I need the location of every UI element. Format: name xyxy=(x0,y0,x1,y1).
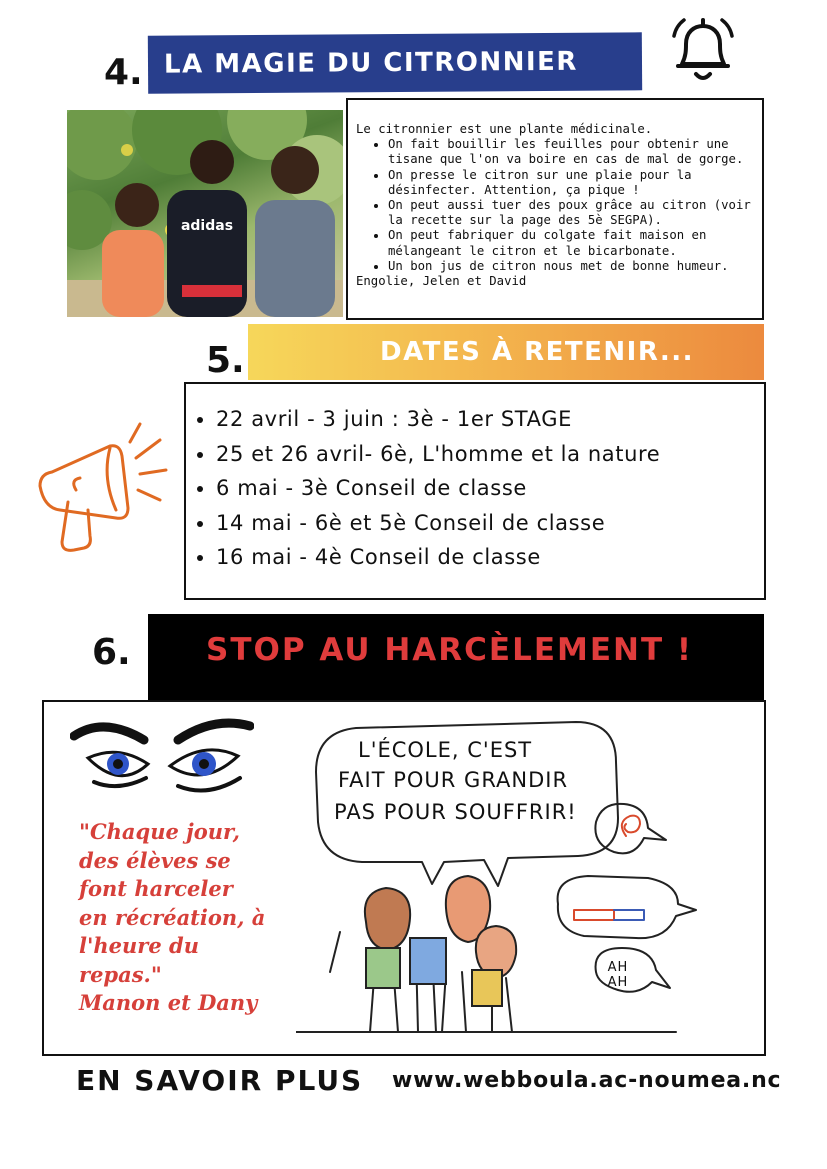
small-bubble-text: AH AH xyxy=(607,960,629,990)
section-6-number: 6. xyxy=(92,632,131,673)
list-item: • On peut fabriquer du colgate fait maison en mélangeant le citron et le bicarbonate. xyxy=(388,228,756,258)
section-4-text-box xyxy=(346,98,764,320)
quote-line: font harceler xyxy=(79,876,233,901)
list-item: • 6 mai - 3è Conseil de classe xyxy=(216,471,764,506)
bubble-line-1: L'ÉCOLE, C'EST xyxy=(358,738,533,762)
footer-url-link[interactable]: www.webboula.ac-noumea.nc xyxy=(392,1068,782,1093)
quote-line: "Chaque jour, xyxy=(79,819,240,844)
quote-line: Manon et Dany xyxy=(79,990,258,1015)
bubble-line-2: FAIT POUR GRANDIR xyxy=(338,768,569,792)
list-item: • 22 avril - 3 juin : 3è - 1er STAGE xyxy=(216,402,764,437)
dates-list xyxy=(190,402,764,575)
bubble-line-3: PAS POUR SOUFFRIR! xyxy=(334,800,577,824)
list-item: • On presse le citron sur une plaie pour la désinfecter. Attention, ça pique ! xyxy=(388,168,756,198)
quote-line: en récréation, à xyxy=(79,904,266,930)
dates-box xyxy=(184,382,766,600)
list-item: • Un bon jus de citron nous met de bonne humeur. xyxy=(388,259,756,274)
list-item: • On peut aussi tuer des poux grâce au citron (voir la recette sur la page des 5è SEGPA). xyxy=(388,198,756,228)
quote-line: repas." xyxy=(79,961,162,987)
list-item: • 14 mai - 6è et 5è Conseil de classe xyxy=(216,506,764,541)
photo-lemon-tree xyxy=(67,110,343,317)
section-4-bullets xyxy=(356,137,756,274)
harassment-quote xyxy=(79,818,309,1018)
photo-shirt-text: adidas xyxy=(180,218,234,234)
section-5-number: 5. xyxy=(206,340,245,381)
list-item: • 16 mai - 4è Conseil de classe xyxy=(216,540,764,575)
quote-line: des élèves se xyxy=(79,847,231,873)
section-4-authors: Engolie, Jelen et David xyxy=(356,274,527,289)
section-5-title: DATES À RETENIR... xyxy=(248,324,764,380)
section-6-title: STOP AU HARCÈLEMENT ! xyxy=(148,614,764,700)
section-4-number: 4. xyxy=(104,52,143,93)
quote-line: l'heure du xyxy=(79,933,199,958)
section-4-intro: Le citronnier est une plante médicinale. xyxy=(356,122,653,136)
list-item: • 25 et 26 avril- 6è, L'homme et la nature xyxy=(216,437,764,472)
megaphone-icon xyxy=(32,414,168,558)
eyes-icon xyxy=(70,718,254,804)
bell-icon xyxy=(668,14,738,86)
list-item: • On fait bouillir les feuilles pour obtenir une tisane que l'on va boire en cas de mal de gorge. xyxy=(388,137,756,167)
section-4-title: LA MAGIE DU CITRONNIER xyxy=(148,32,642,93)
footer-label: EN SAVOIR PLUS xyxy=(76,1064,364,1097)
